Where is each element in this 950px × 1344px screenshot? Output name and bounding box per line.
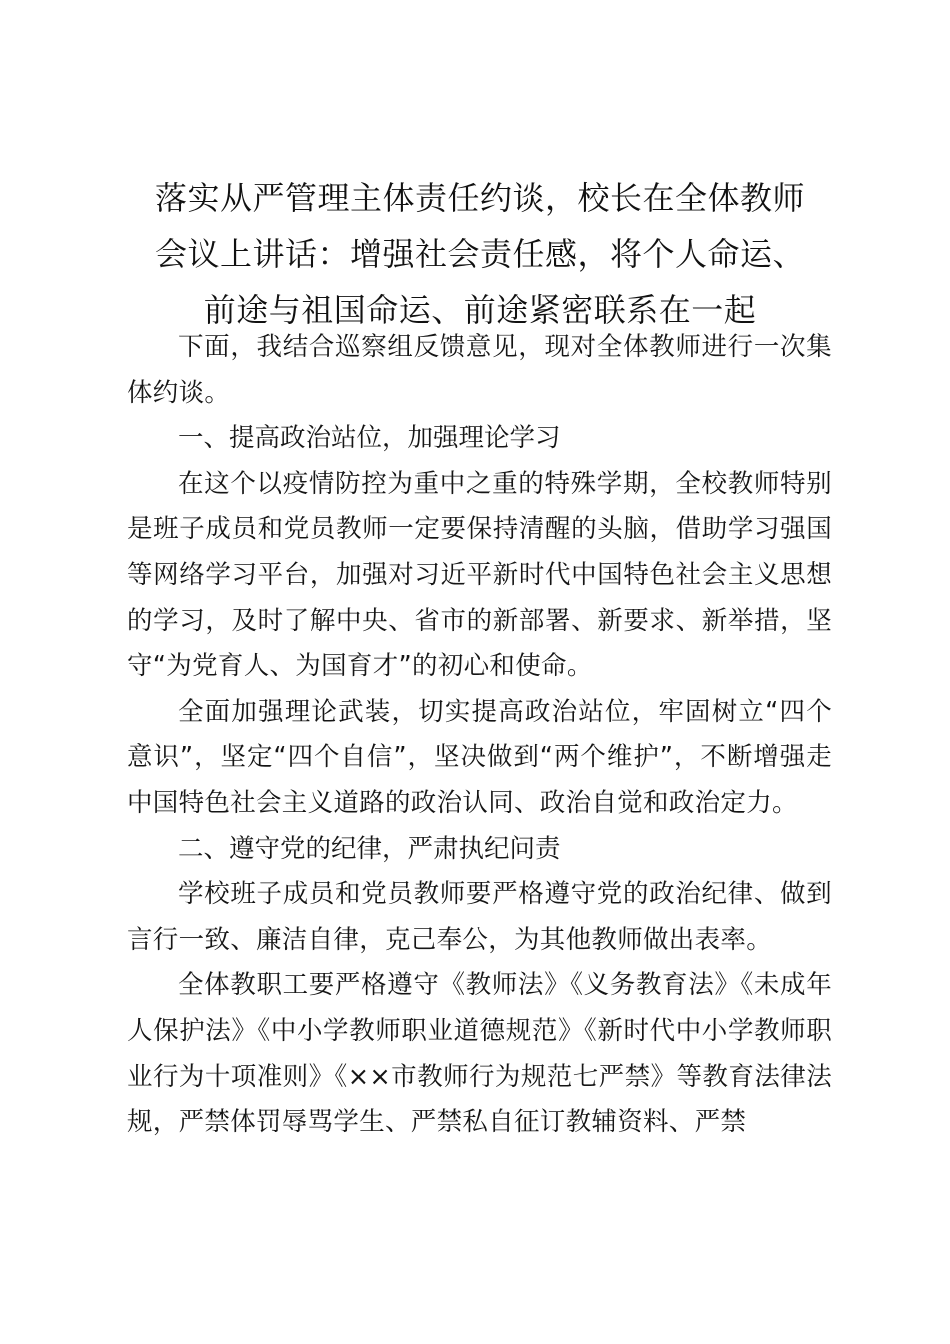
title-line-3: 前途与祖国命运、前途紧密联系在一起 [203,291,757,329]
title-line-2: 会议上讲话：增强社会责任感，将个人命运、 [154,235,805,273]
intro-paragraph: 下面，我结合巡察组反馈意见，现对全体教师进行一次集体约谈。 [127,332,832,408]
section-1-paragraph-1: 在这个以疫情防控为重中之重的特殊学期，全校教师特别是班子成员和党员教师一定要保持清醒的头脑，借助学习强国等网络学习平台，加强对习近平新时代中国特色社会主义思想的学习，及时了解中央、省市的新部署、新要求、新举措，坚守“为党育人、为国育才”的初心和使命。 [127,468,832,682]
section-1-paragraph-2: 全面加强理论武装，切实提高政治站位，牢固树立“四个意识”，坚定“四个自信”，坚决做到“两个维护”，不断增强走中国特色社会主义道路的政治认同、政治自觉和政治定力。 [127,696,832,818]
title-line-1: 落实从严管理主体责任约谈，校长在全体教师 [154,179,805,217]
section-2-heading: 二、遵守党的纪律，严肃执纪问责 [178,833,561,864]
document-body [127,325,832,1146]
section-2-paragraph-2: 全体教职工要严格遵守《教师法》《义务教育法》《未成年人保护法》《中小学教师职业道德规范》《新时代中小学教师职业行为十项准则》《××市教师行为规范七严禁》等教育法律法规，严禁体罚辱骂学生、严禁私自征订教辅资料、严禁 [127,970,832,1138]
document-title [120,170,840,338]
section-2-paragraph-1: 学校班子成员和党员教师要严格遵守党的政治纪律、做到言行一致、廉洁自律，克己奉公，为其他教师做出表率。 [127,879,832,955]
section-1-heading: 一、提高政治站位，加强理论学习 [178,423,561,454]
